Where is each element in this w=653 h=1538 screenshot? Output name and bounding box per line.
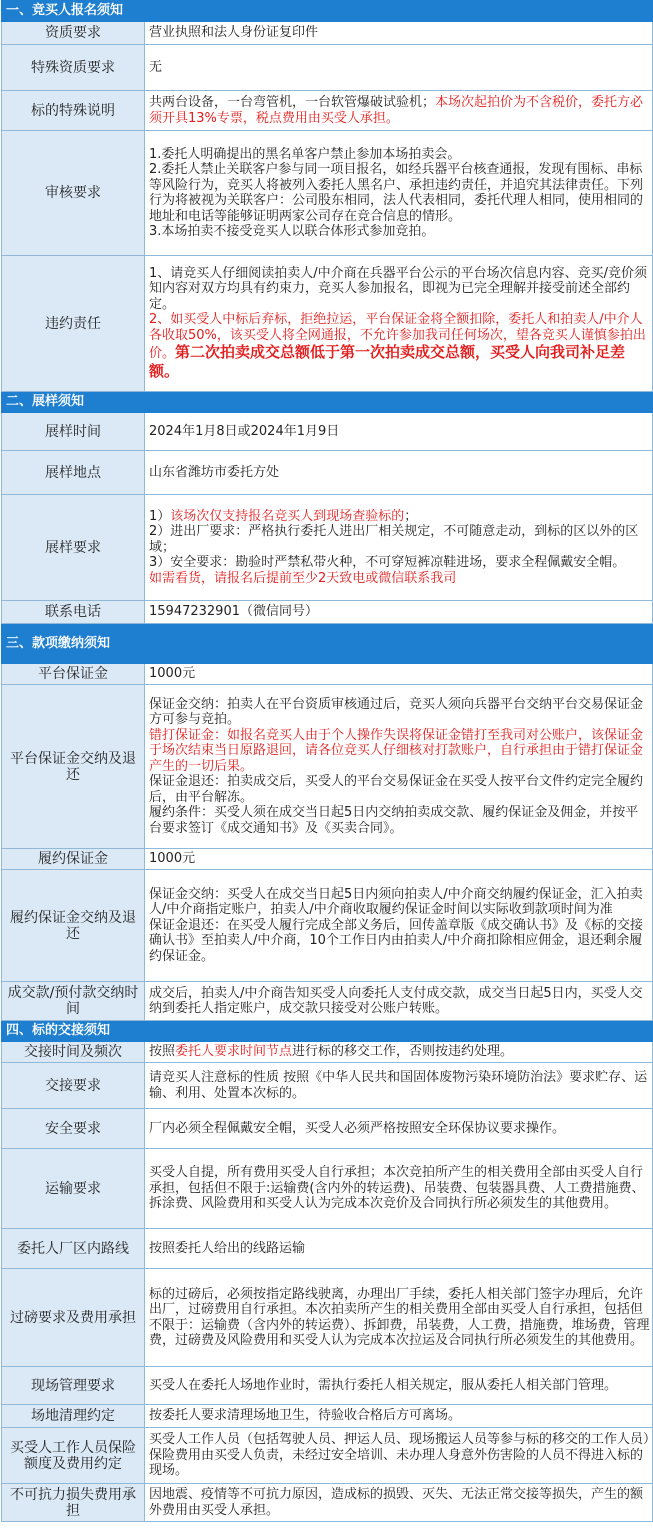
value-performance-deposit: 1000元 xyxy=(145,849,653,870)
pay-item-4: 履约条件：买受人须在成交当日起5日内交纳拍卖成交款、履约保证金及佣金，并按平台要求签订《成交通知书》及《买卖合同》。 xyxy=(149,805,639,836)
row-viewing-time xyxy=(2,413,653,451)
row-handover-requirements xyxy=(2,1063,653,1109)
label-performance-deposit-payment: 履约保证金交纳及退还 xyxy=(2,870,145,982)
section-title: 三、款项缴纳须知 xyxy=(2,624,653,664)
value-performance-deposit-payment xyxy=(145,870,653,982)
section-title: 四、标的交接须知 xyxy=(2,1021,653,1042)
row-viewing-place xyxy=(2,451,653,495)
perfpay-item-2: 保证金退还：在买受人履行完成全部义务后，回传盖章版《成交确认书》及《标的交接确认书》至拍卖人/中介商，10个工作日内由拍卖人/中介商扣除相应佣金，退还剩余履约保证金。 xyxy=(149,917,644,964)
row-special-qualification xyxy=(2,45,653,91)
value-handover-requirements: 请竞买人注意标的性质 按照《中华人民共和国固体废物污染环境防治法》要求贮存、运输、利用、处置本次标的。 xyxy=(145,1063,653,1109)
target-equipment-text: 共两台设备，一台弯管机，一台软管爆破试验机； xyxy=(149,95,436,110)
value-force-majeure: 因地震、疫情等不可抗力原因，造成标的损毁、灭失、无法正常交接等损失，产生的额外费用由买受人承担。 xyxy=(145,1484,653,1522)
audit-item-3: 3.本场拍卖不接受竞买人以联合体形式参加竞拍。 xyxy=(149,224,435,239)
value-factory-route: 按照委托人给出的线路运输 xyxy=(145,1229,653,1269)
label-handover-requirements: 交接要求 xyxy=(2,1063,145,1109)
row-target-special-notes xyxy=(2,91,653,131)
section-header-sample-viewing xyxy=(2,392,653,413)
section-header-handover xyxy=(2,1021,653,1042)
label-insurance: 买受人工作人员保险额度及费用约定 xyxy=(2,1428,145,1484)
viewing-registered-only: 该场次仅支持报名竞买人到现场查验标的 xyxy=(170,508,405,524)
row-site-cleanup xyxy=(2,1405,653,1428)
breach-item-3: 第二次拍卖成交总额低于第一次拍卖成交总额，买受人向我司补足差额。 xyxy=(149,343,626,381)
row-contact-phone xyxy=(2,601,653,624)
value-platform-deposit: 1000元 xyxy=(145,664,653,685)
label-transport-requirements: 运输要求 xyxy=(2,1149,145,1229)
pay-item-3: 保证金退还：拍卖成交后，买受人的平台交易保证金在买受人按平台文件约定完全履约后，由平台解冻。 xyxy=(149,774,644,805)
row-transport-requirements xyxy=(2,1149,653,1229)
viewing-item-3: 3）安全要求：勘验时严禁私带火种，不可穿短裤凉鞋进场，要求全程佩戴安全帽。 xyxy=(149,555,626,571)
row-transaction-payment-time xyxy=(2,982,653,1021)
value-site-cleanup: 按委托人要求清理场地卫生，待验收合格后方可离场。 xyxy=(145,1405,653,1428)
row-force-majeure xyxy=(2,1484,653,1522)
value-insurance: 买受人工作人员（包括驾驶人员、押运人员、现场搬运人员等参与标的移交的工作人员）保险费用由买受人负责，未经过安全培训、未办理人身意外伤害险的人员不得进入标的现场。 xyxy=(145,1428,653,1484)
viewing-item-2: 2）进出厂要求：严格执行委托人进出厂相关规定，不可随意走动，到标的区以外的区域； xyxy=(149,524,639,555)
row-factory-route xyxy=(2,1229,653,1269)
label-platform-deposit-payment: 平台保证金交纳及退还 xyxy=(2,685,145,849)
label-transaction-payment-time: 成交款/预付款交纳时间 xyxy=(2,982,145,1021)
label-special-qualification: 特殊资质要求 xyxy=(2,45,145,91)
value-contact-phone: 15947232901（微信同号） xyxy=(145,601,653,624)
breach-item-2: 2、如买受人中标后弃标，拒绝拉运，平台保证金将全额扣除，委托人和拍卖人/中介人各收取50%，该买受人将全网通报，不允许参加我司任何场次，望各竞买人谨慎参拍出价。 xyxy=(149,312,646,362)
section-title: 二、展样须知 xyxy=(2,392,653,413)
label-force-majeure: 不可抗力损失费用承担 xyxy=(2,1484,145,1522)
row-performance-deposit-payment xyxy=(2,870,653,982)
row-breach-liability xyxy=(2,256,653,392)
row-site-management xyxy=(2,1367,653,1405)
label-qualification: 资质要求 xyxy=(2,22,145,45)
label-performance-deposit: 履约保证金 xyxy=(2,849,145,870)
viewing-item-1 xyxy=(149,509,650,525)
value-safety-requirements: 厂内必须全程佩戴安全帽，买受人必须严格按照安全环保协议要求操作。 xyxy=(145,1109,653,1149)
label-contact-phone: 联系电话 xyxy=(2,601,145,624)
viewing-item-1-end: ； xyxy=(404,508,418,524)
section-header-payment xyxy=(2,624,653,664)
row-qualification xyxy=(2,22,653,45)
perfpay-item-1: 保证金交纳：买受人在成交当日起5日内须向拍卖人/中介商交纳履约保证金，汇入拍卖人/中介商指定账户，拍卖人/中介商收取履约保证金时间以实际收到款项时间为准 xyxy=(149,886,643,918)
row-handover-time xyxy=(2,1042,653,1063)
row-insurance xyxy=(2,1428,653,1484)
row-performance-deposit xyxy=(2,849,653,870)
row-audit-requirements xyxy=(2,131,653,256)
viewing-contact-notice: 如需看货，请报名后提前至少2天致电或微信联系我司 xyxy=(149,570,457,586)
section-header-bidder-registration xyxy=(2,1,653,22)
breach-item-1: 1、请竞买人仔细阅读拍卖人/中介商在兵器平台公示的平台场次信息内容、竞买/竞价须知内容对双方均具有约束力，竞买人参加报名，即视为已完全理解并接受前述全部约定。 xyxy=(149,265,648,312)
target-tax-warning: 本场次起拍价为不含税价，委托方必须开具13%专票，税点费用由买受人承担。 xyxy=(149,95,644,126)
value-viewing-place: 山东省潍坊市委托方处 xyxy=(145,451,653,495)
label-handover-time: 交接时间及频次 xyxy=(2,1042,145,1063)
row-weighing-requirements xyxy=(2,1269,653,1367)
label-factory-route: 委托人厂区内路线 xyxy=(2,1229,145,1269)
label-platform-deposit: 平台保证金 xyxy=(2,664,145,685)
label-viewing-requirements: 展样要求 xyxy=(2,495,145,601)
handover-time-node: 委托人要求时间节点 xyxy=(175,1044,293,1060)
row-platform-deposit xyxy=(2,664,653,685)
pay-item-1: 保证金交纳：拍卖人在平台资质审核通过后，竞买人须向兵器平台交纳平台交易保证金方可参与竞拍。 xyxy=(149,696,644,728)
label-safety-requirements: 安全要求 xyxy=(2,1109,145,1149)
value-audit-requirements xyxy=(145,131,653,256)
label-viewing-time: 展样时间 xyxy=(2,413,145,451)
value-breach-liability xyxy=(145,256,653,392)
handover-time-text-a: 按照 xyxy=(149,1044,176,1060)
value-transaction-payment-time: 成交后，拍卖人/中介商告知买受人向委托人支付成交款，成交当日起5日内，买受人交纳到委托人指定账户，成交款只接受对公账户转账。 xyxy=(145,982,653,1021)
value-viewing-requirements xyxy=(145,495,653,601)
value-target-special-notes xyxy=(145,91,653,131)
row-viewing-requirements xyxy=(2,495,653,601)
value-platform-deposit-payment xyxy=(145,685,653,849)
value-weighing-requirements: 标的过磅后，必须按指定路线驶离，办理出厂手续，委托人相关部门签字办理后，允许出厂，过磅费用自行承担。本次拍卖所产生的相关费用全部由买受人自行承担，包括但不限于：运输费（含内外的转运费）、拆卸费，吊装费，人工费，措施费，堆场费，管理费，过磅费及风险费用和买受人认为完成本次拉运及合同执行所必须发生的其他费用。 xyxy=(145,1269,653,1367)
row-platform-deposit-payment xyxy=(2,685,653,849)
label-weighing-requirements: 过磅要求及费用承担 xyxy=(2,1269,145,1367)
pay-item-2-wrong-transfer: 错打保证金：如报名竞买人由于个人操作失误将保证金错打至我司对公账户，该保证金于场次结束当日原路退回，请各位竞买人仔细核对打款账户，自行承担由于错打保证金产生的一切后果。 xyxy=(149,727,644,774)
label-target-special-notes: 标的特殊说明 xyxy=(2,91,145,131)
label-audit-requirements: 审核要求 xyxy=(2,131,145,256)
auction-notice-table xyxy=(1,0,653,1522)
label-breach-liability: 违约责任 xyxy=(2,256,145,392)
label-site-management: 现场管理要求 xyxy=(2,1367,145,1405)
handover-time-text-c: 进行标的移交工作，否则按违约处理。 xyxy=(292,1044,514,1060)
audit-item-1: 1.委托人明确提出的黑名单客户禁止参加本场拍卖会。 xyxy=(149,146,461,162)
audit-item-2: 2.委托人禁止关联客户参与同一项目报名，如经兵器平台核查通报，发现有围标、串标等风险行为，竞买人将被列入委托人黑名户、承担违约责任，并追究其法律责任。下列行为将被视为关联客户：公司股东相同，法人代表相同，委托代理人相同，使用相同的地址和电话等能够证明两家公司存在竞合信息的情形。 xyxy=(149,162,644,224)
viewing-item-1-number: 1） xyxy=(149,508,171,524)
value-viewing-time: 2024年1月8日或2024年1月9日 xyxy=(145,413,653,451)
value-special-qualification: 无 xyxy=(145,45,653,91)
row-safety-requirements xyxy=(2,1109,653,1149)
section-title: 一、竞买人报名须知 xyxy=(2,1,653,22)
value-handover-time xyxy=(145,1042,653,1063)
value-site-management: 买受人在委托人场地作业时，需执行委托人相关规定，服从委托人相关部门管理。 xyxy=(145,1367,653,1405)
label-site-cleanup: 场地清理约定 xyxy=(2,1405,145,1428)
value-transport-requirements: 买受人自提，所有费用买受人自行承担；本次竞拍所产生的相关费用全部由买受人自行承担，包括但不限于:运输费(含内外的转运费)、吊装费、包装器具费、人工费措施费、拆涂费、风险费用和买受人认为完成本次竞价及合同执行所必须发生的其他费用。 xyxy=(145,1149,653,1229)
value-qualification: 营业执照和法人身份证复印件 xyxy=(145,22,653,45)
label-viewing-place: 展样地点 xyxy=(2,451,145,495)
